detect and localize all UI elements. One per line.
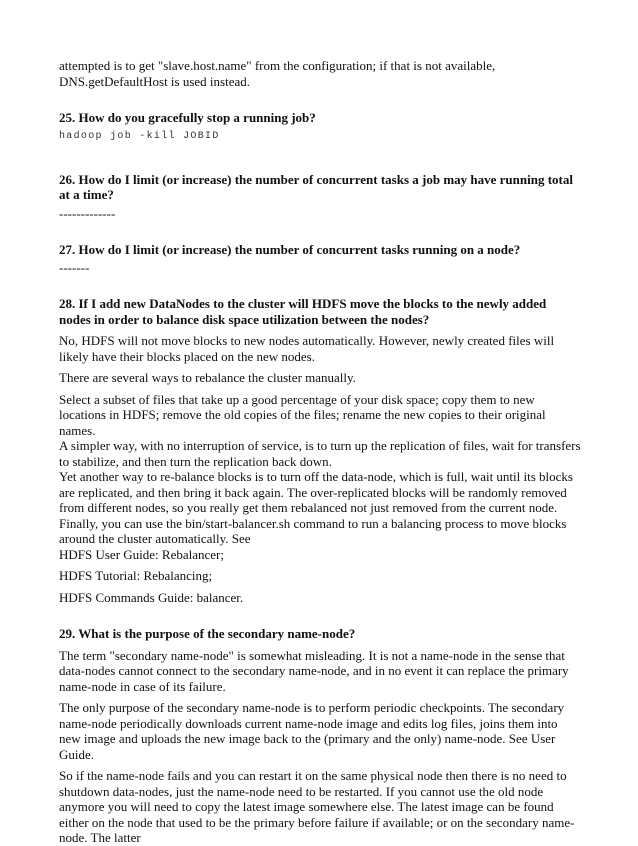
question-26-heading: 26. How do I limit (or increase) the number of concurrent tasks a job may have running total at a time? bbox=[59, 171, 573, 202]
question-29-heading: 29. What is the purpose of the secondary name-node? bbox=[59, 626, 356, 641]
question-25-heading: 25. How do you gracefully stop a running job? bbox=[59, 110, 316, 125]
question-28-answer-p1: No, HDFS will not move blocks to new nodes automatically. However, newly created files will likely have their blocks placed on the new nodes. bbox=[59, 333, 555, 364]
question-28-answer-p3e: HDFS User Guide: Rebalancer; bbox=[59, 546, 224, 562]
question-26-answer: ------------- bbox=[59, 205, 116, 221]
question-27-heading: 27. How do I limit (or increase) the number of concurrent tasks running on a node? bbox=[59, 241, 521, 257]
question-28-answer-p3c: Yet another way to re-balance blocks is to turn off the data-node, which is full, wait until its blocks are replicated, and then bring it back again. The over-replicated blocks will be randomly removed from different nodes, so you really get them rebalanced not just removed from the current node. bbox=[59, 469, 573, 515]
document-page bbox=[59, 58, 581, 846]
intro-paragraph: attempted is to get "slave.host.name" from the configuration; if that is not available, DNS.getDefaultHost is used instead. bbox=[59, 58, 496, 89]
question-28-answer-p3d: Finally, you can use the bin/start-balancer.sh command to run a balancing process to move blocks around the cluster automatically. See bbox=[59, 515, 567, 546]
question-27-answer: ------- bbox=[59, 260, 90, 275]
question-29-answer-p2: The only purpose of the secondary name-node is to perform periodic checkpoints. The secondary name-node periodically downloads current name-node image and edits log files, joins them into new image and uploads the new image back to the (primary and the only) name-node. See User Guide. bbox=[59, 700, 565, 762]
question-28-answer-p3a: Select a subset of files that take up a good percentage of your disk space; copy them to new locations in HDFS; remove the old copies of the files; rename the new copies to their original names. bbox=[59, 391, 546, 438]
question-28-answer-p5: HDFS Commands Guide: balancer. bbox=[59, 589, 244, 605]
question-29-answer-p1: The term "secondary name-node" is somewhat misleading. It is not a name-node in the sense that data-nodes cannot connect to the secondary name-node, and in no event it can replace the primary name-node in case of its failure. bbox=[59, 647, 569, 694]
question-29-answer-p3: So if the name-node fails and you can restart it on the same physical node then there is no need to shutdown data-nodes, just the name-node need to be restarted. If you cannot use the old node anymore you will need to copy the latest image somewhere else. The latest image can be found either on the node that used to be the primary before failure if available; or on the secondary name-node. The latter bbox=[59, 768, 575, 845]
question-28-answer-p4: HDFS Tutorial: Rebalancing; bbox=[59, 568, 213, 583]
question-28-heading: 28. If I add new DataNodes to the cluster will HDFS move the blocks to the newly added nodes in order to balance disk space utilization between the nodes? bbox=[59, 296, 547, 327]
question-25-code: hadoop job -kill JOBID bbox=[59, 130, 220, 142]
question-28-answer-p2: There are several ways to rebalance the cluster manually. bbox=[59, 370, 356, 385]
question-28-answer-p3b: A simpler way, with no interruption of service, is to turn up the replication of files, wait for transfers to stabilize, and then turn the replication back down. bbox=[59, 438, 581, 469]
